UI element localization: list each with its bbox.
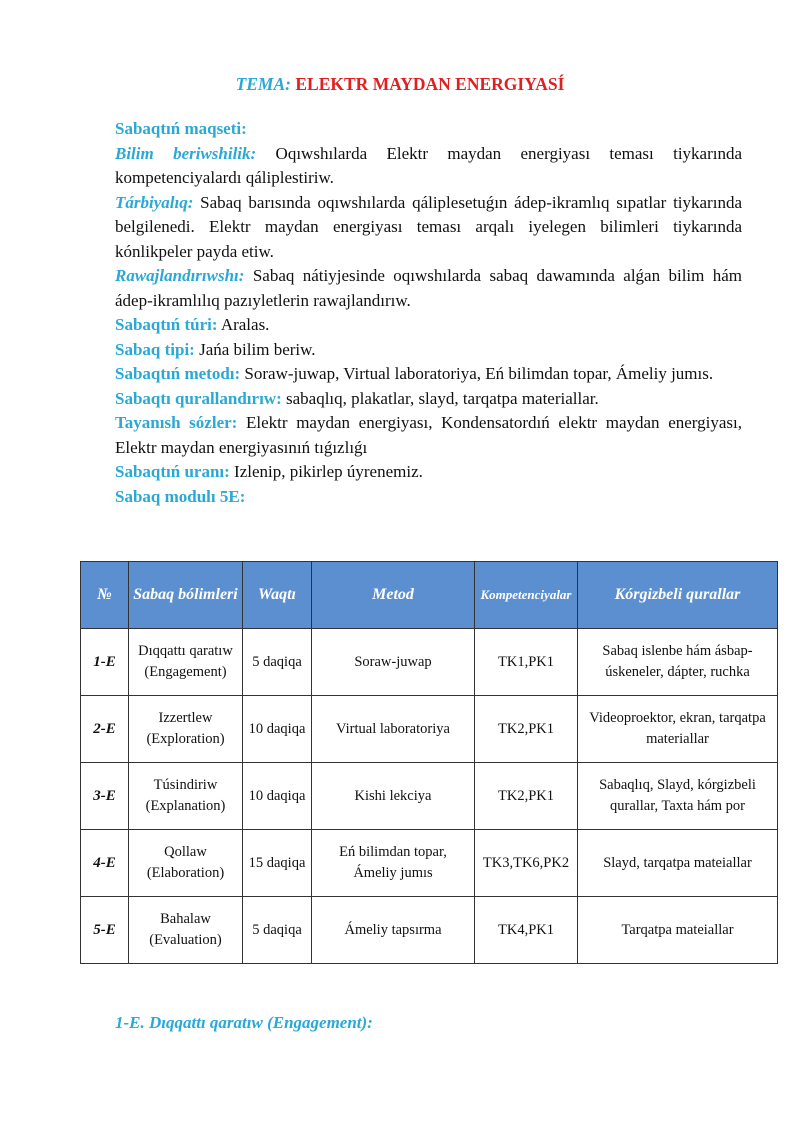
header-time: Waqtı	[243, 562, 312, 629]
lesson-plan-table	[80, 561, 778, 964]
row-competence: TK2,PK1	[475, 696, 578, 763]
row-competence: TK4,PK1	[475, 897, 578, 964]
development-label: Rawajlandırıwshı:	[115, 266, 245, 285]
page-title	[0, 74, 800, 95]
upbringing-label: Tárbiyalıq:	[115, 192, 194, 212]
lesson-type-label: Sabaq tipi:	[115, 339, 195, 359]
table-row	[81, 696, 778, 763]
development-objective	[115, 264, 742, 313]
table-header-row	[81, 562, 778, 629]
row-time: 10 daqiqa	[243, 696, 312, 763]
row-section: Bahalaw (Evaluation)	[129, 897, 243, 964]
upbringing-text: Sabaq barısında oqıwshılarda qáliplesetuǵın ádep-ikramlıq sıpatlar tiykarında belgilenedi. Elektr maydan energiyası teması arqalı iyelegen bilimleri tiykarında kónlikpeler payda etiw.	[115, 192, 742, 261]
motto-text: Izlenip, pikirlep úyrenemiz.	[234, 462, 423, 481]
row-method: Kishi lekciya	[312, 763, 475, 830]
lesson-type-text: Jańa bilim beriw.	[199, 339, 316, 359]
header-competencies: Kompetenciyalar	[475, 562, 578, 629]
row-tools: Sabaq islenbe hám ásbap-úskeneler, dápter, ruchka	[578, 629, 778, 696]
row-code: 5-E	[81, 897, 129, 964]
methods-label: Sabaqtıń metodı:	[115, 364, 241, 383]
table-row	[81, 897, 778, 964]
module-heading: Sabaq modulı 5E:	[115, 486, 246, 506]
row-tools: Slayd, tarqatpa mateiallar	[578, 830, 778, 897]
lesson-motto	[115, 460, 742, 485]
header-method: Metod	[312, 562, 475, 629]
lesson-kind-label: Sabaqtıń túri:	[115, 315, 218, 334]
education-text: Oqıwshılarda Elektr maydan energiyası teması tiykarında kompetenciyalardı qáliplestiriw.	[115, 143, 743, 187]
lesson-equipment	[115, 387, 742, 412]
upbringing-objective	[115, 191, 742, 265]
row-competence: TK2,PK1	[475, 763, 578, 830]
development-text: Sabaq nátiyjesinde oqıwshılarda sabaq dawamında alǵan bilim hám ádep-ikramlılıq pazıyletlerin rawajlandırıw.	[115, 266, 743, 310]
row-method: Virtual laboratoriya	[312, 696, 475, 763]
table-row	[81, 763, 778, 830]
title-label: TEMA:	[235, 74, 291, 94]
lesson-info	[115, 117, 742, 509]
row-tools: Videoproektor, ekran, tarqatpa materiallar	[578, 696, 778, 763]
row-tools: Sabaqlıq, Slayd, kórgizbeli qurallar, Taxta hám por	[578, 763, 778, 830]
education-label: Bilim beriwshilik:	[115, 143, 257, 163]
header-sections: Sabaq bólimleri	[129, 562, 243, 629]
row-time: 10 daqiqa	[243, 763, 312, 830]
table-row	[81, 830, 778, 897]
equipment-text: sabaqlıq, plakatlar, slayd, tarqatpa materiallar.	[286, 388, 599, 408]
education-objective	[115, 142, 742, 191]
row-tools: Tarqatpa mateiallar	[578, 897, 778, 964]
motto-label: Sabaqtıń uranı:	[115, 462, 230, 481]
row-method: Eń bilimdan topar, Ámeliy jumıs	[312, 830, 475, 897]
row-competence: TK1,PK1	[475, 629, 578, 696]
row-time: 5 daqiqa	[243, 897, 312, 964]
table-row	[81, 629, 778, 696]
title-text: ELEKTR MAYDAN ENERGIYASÍ	[295, 74, 565, 94]
lesson-kind-text: Aralas.	[220, 315, 270, 334]
row-method: Soraw-juwap	[312, 629, 475, 696]
header-number: №	[81, 562, 129, 629]
row-competence: TK3,TK6,PK2	[475, 830, 578, 897]
lesson-methods	[115, 362, 742, 387]
row-section: Dıqqattı qaratıw (Engagement)	[129, 629, 243, 696]
row-code: 1-E	[81, 629, 129, 696]
methods-text: Soraw-juwap, Virtual laboratoriya, Eń bilimdan topar, Ámeliy jumıs.	[244, 364, 714, 383]
row-time: 5 daqiqa	[243, 629, 312, 696]
lesson-type	[115, 338, 742, 363]
row-code: 3-E	[81, 763, 129, 830]
row-section: Qollaw (Elaboration)	[129, 830, 243, 897]
objective-heading: Sabaqtıń maqseti:	[115, 119, 247, 138]
row-section: Túsindiriw (Explanation)	[129, 763, 243, 830]
equipment-label: Sabaqtı qurallandırıw:	[115, 388, 282, 408]
row-time: 15 daqiqa	[243, 830, 312, 897]
lesson-keywords	[115, 411, 742, 460]
row-code: 4-E	[81, 830, 129, 897]
keywords-label: Tayanısh sózler:	[115, 413, 238, 432]
next-section-heading: 1-E. Dıqqattı qaratıw (Engagement):	[115, 1013, 373, 1032]
row-method: Ámeliy tapsırma	[312, 897, 475, 964]
header-visual-aids: Kórgizbeli qurallar	[578, 562, 778, 629]
lesson-kind	[115, 313, 742, 338]
row-code: 2-E	[81, 696, 129, 763]
keywords-text: Elektr maydan energiyası, Kondensatordıń elektr maydan energiyası, Elektr maydan energiyasınıń tıǵızlıǵı	[115, 413, 743, 457]
row-section: Izzertlew (Exploration)	[129, 696, 243, 763]
